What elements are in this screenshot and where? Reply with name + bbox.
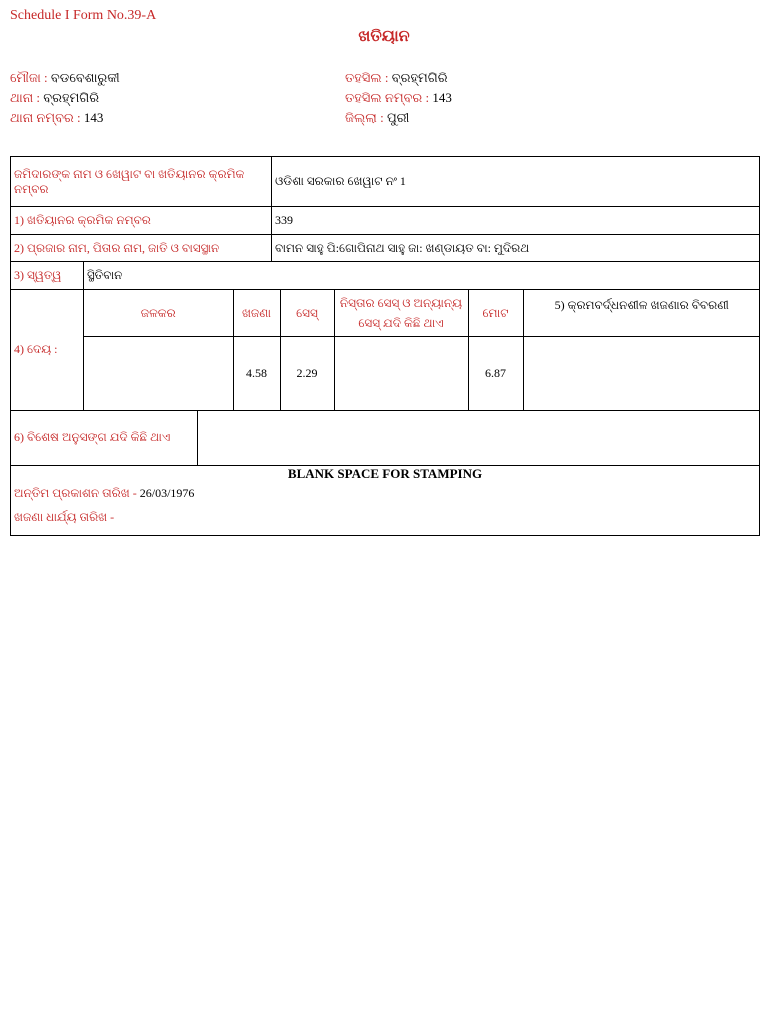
mouza-value: ବଡବେଶାରୁକୀ	[50, 70, 120, 85]
cess-value: 2.29	[280, 337, 334, 410]
district-value: ପୁରୀ	[386, 110, 410, 125]
tahasil-number-value: 143	[432, 90, 452, 105]
khajana-value: 4.58	[233, 337, 280, 410]
status-label: 3) ସ୍ୱତ୍ୱ	[11, 262, 84, 290]
special-remarks-label: 6) ବିଶେଷ ଅନୁସଙ୍ଗ ଯଦି କିଛି ଥାଏ	[11, 410, 198, 465]
dues-header-row	[84, 290, 760, 337]
dues-value-row	[84, 337, 760, 410]
thana-value: ବ୍ରହ୍ମଗିରି	[43, 90, 100, 105]
tahasil-label: ତହସିଲ :	[345, 70, 392, 85]
dues-row	[11, 290, 760, 411]
tenant-row	[11, 235, 760, 262]
stamping-cell	[11, 465, 760, 535]
stamping-row	[11, 465, 760, 535]
document-title: ଖତିୟାନ	[358, 28, 410, 45]
district-label: ଜିଲ୍ଲା :	[345, 110, 387, 125]
khajana-header: ଖଜଣା	[233, 290, 280, 337]
dues-label: 4) ଦେୟ :	[11, 290, 84, 411]
status-row	[11, 262, 760, 290]
form-number: Schedule I Form No.39-A	[10, 8, 157, 23]
thana-number-label: ଥାନା ନମ୍ବର :	[10, 110, 84, 125]
tenant-value: ବାମନ ସାହୁ ପି:ଗୋପିନାଥ ସାହୁ ଜା: ଖଣ୍ଡାୟତ ବା: ମୁଦିରଥ	[272, 235, 760, 262]
special-remarks-value	[198, 410, 760, 465]
thana-number-line	[10, 110, 103, 126]
district-line	[345, 110, 409, 126]
other-cess-header: ନିସ୍ତାର ସେସ୍ ଓ ଅନ୍ୟାନ୍ୟ ସେସ୍ ଯଦି କିଛି ଥାଏ	[334, 290, 468, 337]
thana-line	[10, 90, 99, 106]
cess-header: ସେସ୍	[280, 290, 334, 337]
total-header: ମୋଟ	[468, 290, 523, 337]
final-publication-label: ଅନ୍ତିମ ପ୍ରକାଶନ ତାରିଖ -	[14, 485, 140, 500]
details-value	[523, 337, 760, 410]
khatiyan-number-value: 339	[272, 207, 760, 235]
final-publication-date: 26/03/1976	[139, 485, 195, 500]
khajana-date-label: ଖଜଣା ଧାର୍ଯ୍ୟ ତାରିଖ -	[14, 509, 115, 524]
owner-row	[11, 157, 760, 207]
tahasil-value: ବ୍ରହ୍ମଗିରି	[391, 70, 448, 85]
mouza-line	[10, 70, 120, 86]
tahasil-number-line	[345, 90, 452, 106]
tahasil-line	[345, 70, 448, 86]
final-publication-line	[14, 486, 756, 501]
owner-label: ଜମିଦାରଙ୍କ ନାମ ଓ ଖେୱାଟ ବା ଖତିୟାନର କ୍ରମିକ ନମ୍ବର	[11, 157, 272, 207]
mouza-label: ମୌଜା :	[10, 70, 51, 85]
tenant-label: 2) ପ୍ରଜାର ନାମ, ପିତାର ନାମ, ଜାତି ଓ ବାସସ୍ଥାନ	[11, 235, 272, 262]
khatiyan-table	[10, 156, 760, 536]
special-remarks-row	[11, 410, 760, 465]
khatiyan-number-row	[11, 207, 760, 235]
status-value: ସ୍ଥିତିବାନ	[84, 262, 760, 290]
tahasil-number-label: ତହସିଲ ନମ୍ବର :	[345, 90, 433, 105]
thana-label: ଥାନା :	[10, 90, 44, 105]
dues-cell	[84, 290, 760, 411]
other-cess-value	[334, 337, 468, 410]
dues-table	[84, 290, 760, 410]
owner-value: ଓଡିଶା ସରକାର ଖେୱାଟ ନଂ 1	[272, 157, 760, 207]
thana-number-value: 143	[83, 110, 104, 125]
details-header: 5) କ୍ରମବର୍ଦ୍ଧନଶୀଳ ଖଜଣାର ବିବରଣୀ	[523, 290, 760, 337]
khatiyan-number-label: 1) ଖତିୟାନର କ୍ରମିକ ନମ୍ବର	[11, 207, 272, 235]
total-value: 6.87	[468, 337, 523, 410]
jalkar-value	[84, 337, 233, 410]
stamping-title: BLANK SPACE FOR STAMPING	[287, 465, 483, 481]
jalkar-header: ଜଳକର	[84, 290, 233, 337]
